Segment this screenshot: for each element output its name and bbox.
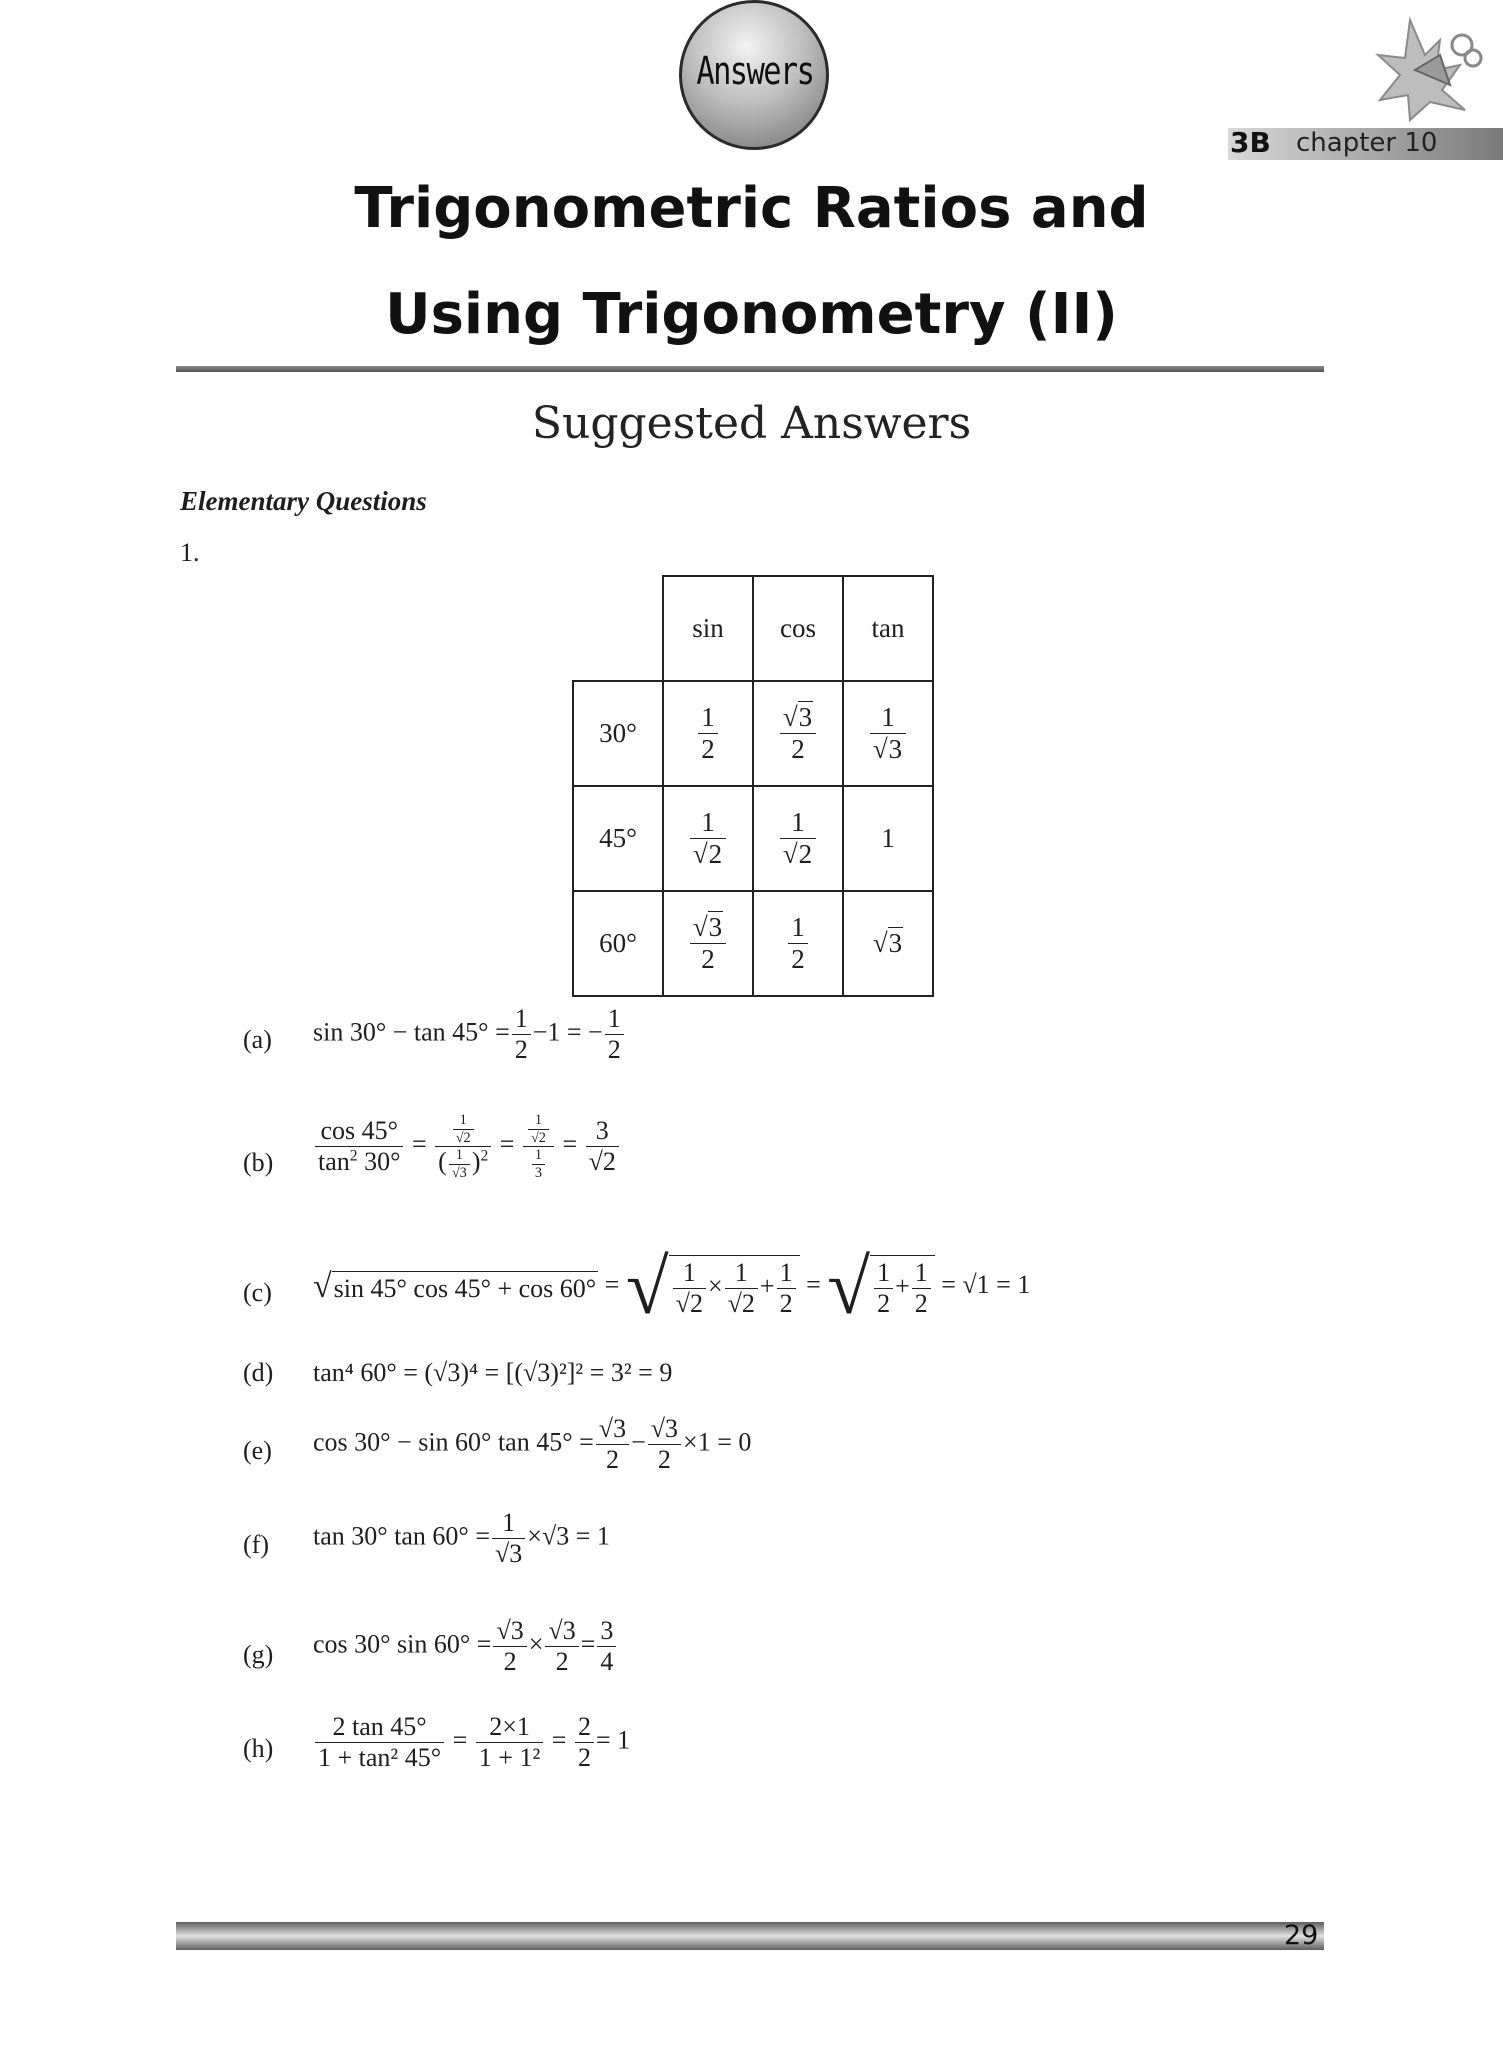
table-header-tan: tan	[843, 576, 933, 681]
answer-c-expression: √sin 45° cos 45° + cos 60° = √ $\frac{1}{√2}$ × $\frac{1}{√2}$ + $\frac{1}{2}$ = √ $\frac{1}{2}$ + $\frac{1}{2}$ = √1 = 1	[313, 1243, 1031, 1330]
trig-ratio-table	[572, 575, 934, 997]
sin-60-cell: $\frac{√3}{2}$	[663, 891, 753, 996]
page-number: 29	[1284, 1920, 1319, 1951]
answer-b-expression: $\frac{\cos 45^\circ}{\tan^2 30^\circ}$ = $\frac{1}{√2}$ ( $\frac{1}{√3}$ )$^2$ = $\frac{\frac{1}{√2}}{\frac{1}{3}}$ = $\frac{3}{√2}$	[313, 1112, 621, 1181]
table-angle-60: 60°	[573, 891, 663, 996]
chapter-label: chapter 10	[1296, 128, 1438, 158]
badge-label: Answers	[696, 49, 814, 93]
table-angle-30: 30°	[573, 681, 663, 786]
tan-45-cell: 1	[843, 786, 933, 891]
answer-e-label: (e)	[243, 1436, 272, 1465]
section-heading: Elementary Questions	[180, 486, 427, 516]
answers-badge	[679, 0, 829, 150]
answer-c-label: (c)	[243, 1278, 272, 1307]
cos-30-cell: $\frac{√3}{2}$	[753, 681, 843, 786]
answer-b-label: (b)	[243, 1148, 274, 1177]
table-header-cos: cos	[753, 576, 843, 681]
table-header-sin: sin	[663, 576, 753, 681]
sin-30-cell: $\frac{1}{2}$	[663, 681, 753, 786]
answer-g-expression: cos 30° sin 60° = $\frac{√3}{2}$ × $\frac{√3}{2}$ = $\frac{3}{4}$	[313, 1616, 618, 1677]
page-title-line-2: Using Trigonometry (II)	[385, 282, 1118, 347]
table-corner	[573, 576, 663, 681]
table-angle-45: 45°	[573, 786, 663, 891]
answer-a-label: (a)	[243, 1025, 272, 1054]
title-divider	[176, 366, 1324, 372]
answer-g-label: (g)	[243, 1640, 274, 1669]
subtitle: Suggested Answers	[531, 398, 972, 449]
book-code: 3B	[1230, 126, 1271, 159]
tan-60-cell: √3	[843, 891, 933, 996]
answer-h-label: (h)	[243, 1734, 274, 1763]
answer-h-expression: $\frac{2 \tan 45^\circ}{\text{1 + tan² 45°}}$ = $\frac{2\times 1}{\text{1 + 1²}}$ = $\frac{2}{2}$ = 1	[313, 1712, 630, 1773]
cos-60-cell: $\frac{1}{2}$	[753, 891, 843, 996]
sin-45-cell: $\frac{1}{√2}$	[663, 786, 753, 891]
tan-30-cell: $\frac{1}{√3}$	[843, 681, 933, 786]
answer-e-expression: cos 30° − sin 60° tan 45° = $\frac{√3}{2}$ − $\frac{√3}{2}$ ×1 = 0	[313, 1414, 752, 1474]
wizard-triangle-logo-icon	[1370, 10, 1490, 125]
page-title-line-1: Trigonometric Ratios and	[354, 176, 1149, 241]
answer-f-label: (f)	[243, 1530, 269, 1559]
answer-f-expression: tan 30° tan 60° = $\frac{1}{√3}$ ×√3 = 1	[313, 1508, 610, 1568]
answer-d-expression: tan⁴ 60° = (√3)⁴ = [(√3)²]² = 3² = 9	[313, 1358, 673, 1387]
answer-d-label: (d)	[243, 1358, 274, 1387]
answer-a-expression: sin 30° − tan 45° = $\frac{1}{2}$ −1 = − $\frac{1}{2}$	[313, 1004, 626, 1065]
footer-bar	[176, 1922, 1324, 1950]
question-number: 1.	[180, 538, 200, 567]
cos-45-cell: $\frac{1}{√2}$	[753, 786, 843, 891]
chapter-tag	[1228, 128, 1503, 160]
